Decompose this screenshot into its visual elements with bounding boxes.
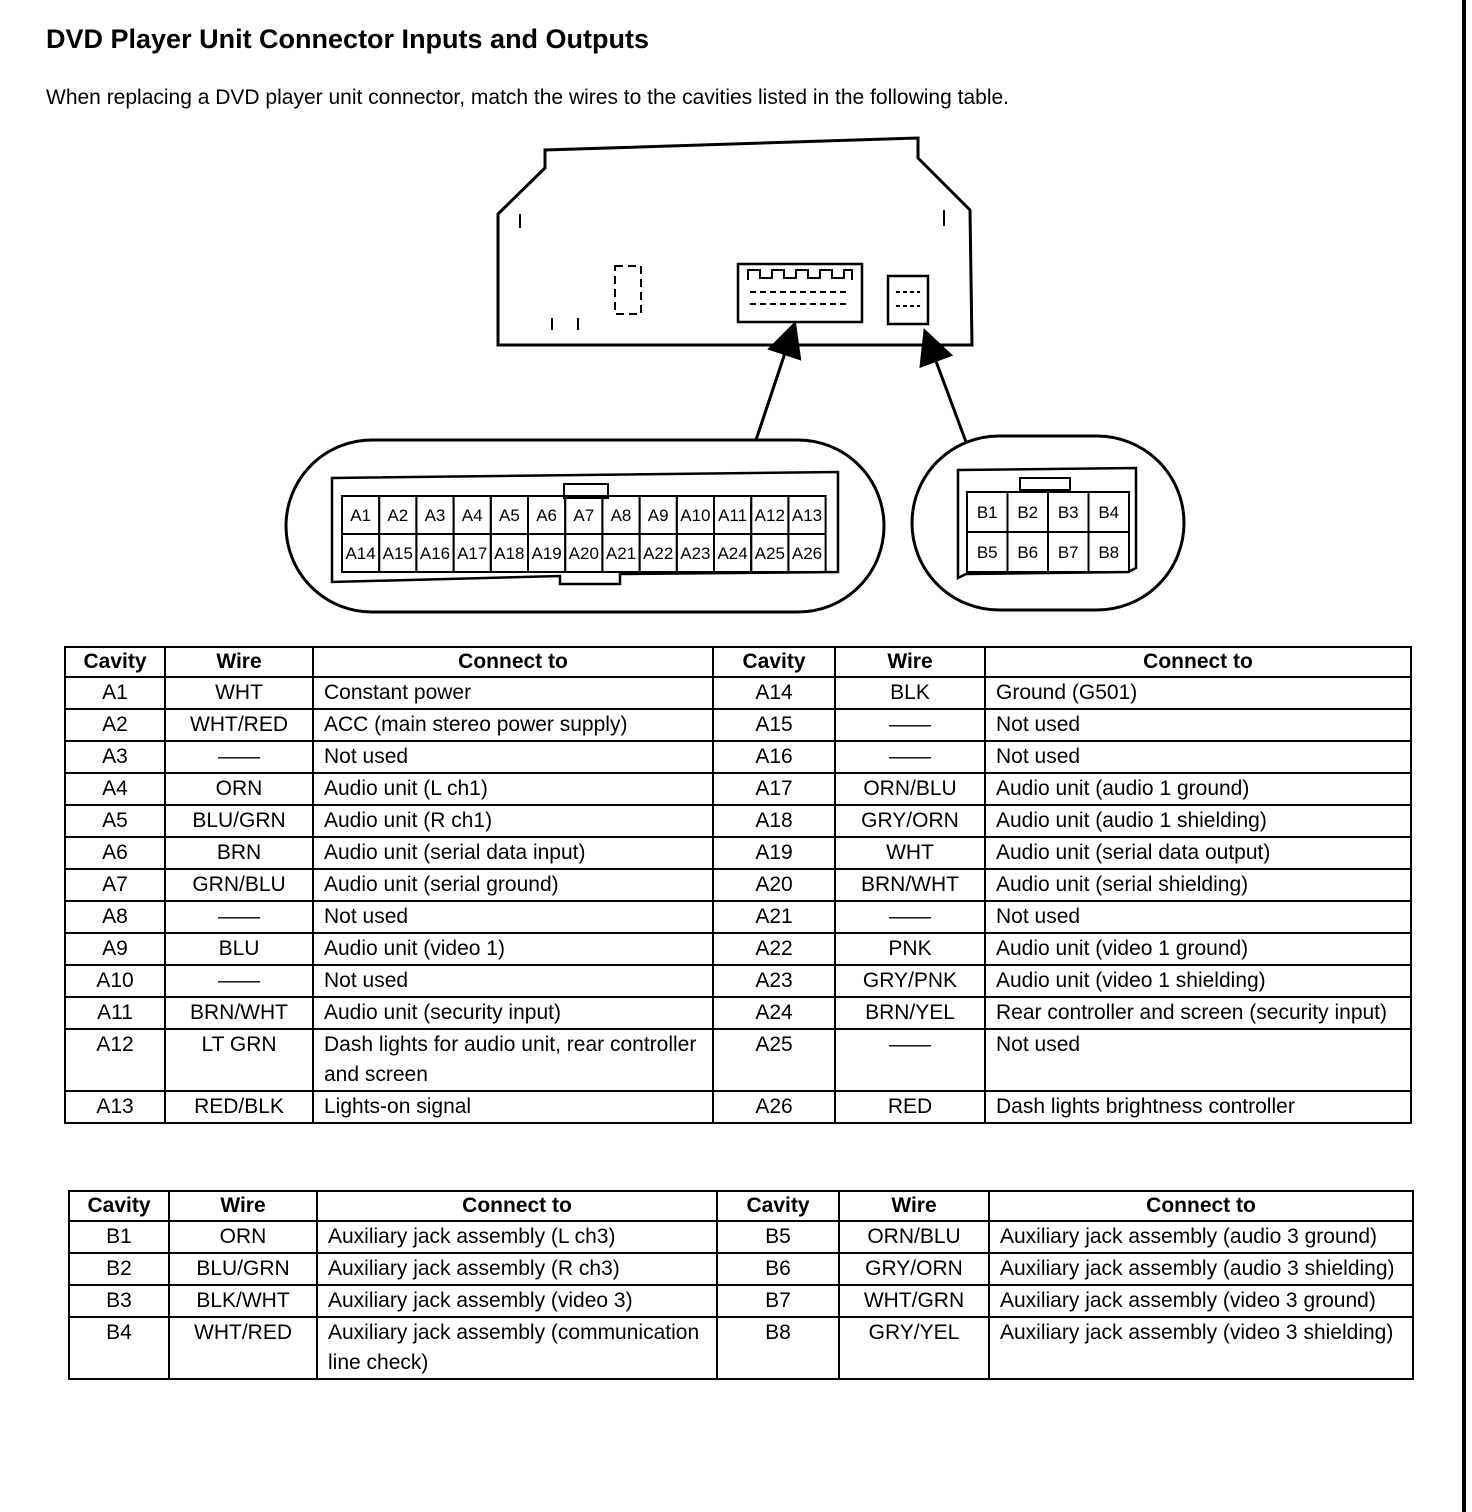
- connector-a-port: [738, 264, 862, 322]
- connector-b-cavities: [967, 492, 1129, 572]
- cavity-label: A2: [387, 506, 409, 526]
- connector-a-callout: [286, 440, 884, 612]
- cavity-cell: B5: [717, 1221, 839, 1253]
- cavity-cell: A13: [65, 1091, 165, 1123]
- cavity-label: A8: [610, 506, 632, 526]
- table-body: [69, 1221, 1413, 1379]
- connect-to-cell: Audio unit (audio 1 shielding): [985, 805, 1411, 837]
- connect-to-cell: Not used: [985, 901, 1411, 933]
- cavity-cell: A21: [713, 901, 835, 933]
- arrow-connector-b: [930, 345, 966, 442]
- cavity-cell: A5: [65, 805, 165, 837]
- connect-to-cell: Auxiliary jack assembly (R ch3): [317, 1253, 717, 1285]
- wire-cell: WHT/RED: [169, 1317, 317, 1379]
- connect-to-cell: Auxiliary jack assembly (audio 3 ground): [989, 1221, 1413, 1253]
- cavity-cell: B2: [69, 1253, 169, 1285]
- cavity-label: A13: [791, 506, 823, 526]
- wire-cell: ——: [835, 901, 985, 933]
- wire-cell: GRY/ORN: [839, 1253, 989, 1285]
- wire-cell: BRN/WHT: [165, 997, 313, 1029]
- header-wire: Wire: [169, 1191, 317, 1221]
- table-row: [65, 741, 1411, 773]
- cavity-cell: A2: [65, 709, 165, 741]
- table-row: [65, 901, 1411, 933]
- wire-cell: ——: [165, 901, 313, 933]
- cavity-label: B3: [1057, 503, 1079, 523]
- connect-to-cell: Auxiliary jack assembly (L ch3): [317, 1221, 717, 1253]
- page-edge-bar: [1462, 0, 1466, 1512]
- connect-to-cell: Not used: [985, 709, 1411, 741]
- connector-diagram: [0, 0, 1472, 640]
- cavity-label: A7: [573, 506, 595, 526]
- cavity-cell: A9: [65, 933, 165, 965]
- header-connect-to: Connect to: [313, 647, 713, 677]
- cavity-label: A4: [461, 506, 483, 526]
- header-connect-to: Connect to: [985, 647, 1411, 677]
- cavity-cell: A1: [65, 677, 165, 709]
- cavity-label: A11: [718, 506, 748, 526]
- cavity-label: A22: [643, 544, 674, 564]
- cavity-cell: A15: [713, 709, 835, 741]
- wire-cell: GRN/BLU: [165, 869, 313, 901]
- wire-cell: ORN/BLU: [839, 1221, 989, 1253]
- connect-to-cell: Auxiliary jack assembly (video 3 shielding): [989, 1317, 1413, 1379]
- connect-to-cell: Audio unit (audio 1 ground): [985, 773, 1411, 805]
- cavity-label: A12: [754, 506, 785, 526]
- table-connector-b: [68, 1190, 1414, 1380]
- connect-to-cell: Not used: [985, 1029, 1411, 1091]
- table-body: [65, 677, 1411, 1123]
- table-row: [65, 933, 1411, 965]
- cavity-label: A5: [499, 506, 520, 526]
- wire-cell: BRN: [165, 837, 313, 869]
- cavity-cell: A14: [713, 677, 835, 709]
- wire-cell: ——: [835, 741, 985, 773]
- wire-cell: RED/BLK: [165, 1091, 313, 1123]
- cavity-label: A24: [717, 544, 748, 564]
- connect-to-cell: Auxiliary jack assembly (video 3 ground): [989, 1285, 1413, 1317]
- header-connect-to: Connect to: [317, 1191, 717, 1221]
- wire-cell: BLU/GRN: [169, 1253, 317, 1285]
- connect-to-cell: Audio unit (L ch1): [313, 773, 713, 805]
- wire-cell: BRN/WHT: [835, 869, 985, 901]
- connect-to-cell: Rear controller and screen (security input): [985, 997, 1411, 1029]
- cavity-cell: B1: [69, 1221, 169, 1253]
- wire-cell: WHT/RED: [165, 709, 313, 741]
- cavity-label: A26: [791, 544, 823, 564]
- connect-to-cell: Auxiliary jack assembly (communication line check): [317, 1317, 717, 1379]
- wire-cell: WHT/GRN: [839, 1285, 989, 1317]
- cavity-cell: A8: [65, 901, 165, 933]
- table-row: [65, 837, 1411, 869]
- cavity-cell: A26: [713, 1091, 835, 1123]
- cavity-label: A17: [457, 544, 488, 564]
- header-cavity: Cavity: [717, 1191, 839, 1221]
- wire-cell: BLK/WHT: [169, 1285, 317, 1317]
- connect-to-cell: Audio unit (R ch1): [313, 805, 713, 837]
- cavity-cell: A7: [65, 869, 165, 901]
- connect-to-cell: Audio unit (video 1): [313, 933, 713, 965]
- cavity-cell: B7: [717, 1285, 839, 1317]
- cavity-cell: A16: [713, 741, 835, 773]
- cavity-label: A10: [680, 506, 711, 526]
- cavity-cell: A3: [65, 741, 165, 773]
- connect-to-cell: Ground (G501): [985, 677, 1411, 709]
- cavity-cell: B3: [69, 1285, 169, 1317]
- wire-cell: ——: [835, 1029, 985, 1091]
- connect-to-cell: Audio unit (serial data input): [313, 837, 713, 869]
- intro-text: When replacing a DVD player unit connector, match the wires to the cavities listed in the following table.: [46, 86, 1009, 109]
- cavity-label: B6: [1017, 543, 1039, 563]
- cavity-cell: A23: [713, 965, 835, 997]
- cavity-label: A3: [424, 506, 446, 526]
- table-header-row: [65, 647, 1411, 677]
- cavity-cell: A10: [65, 965, 165, 997]
- connect-to-cell: Audio unit (security input): [313, 997, 713, 1029]
- wire-cell: GRY/PNK: [835, 965, 985, 997]
- wire-cell: BLU: [165, 933, 313, 965]
- table-header-row: [69, 1191, 1413, 1221]
- table-row: [65, 1029, 1411, 1091]
- connector-a-cavities: [342, 496, 826, 572]
- connect-to-cell: Audio unit (video 1 shielding): [985, 965, 1411, 997]
- header-wire: Wire: [835, 647, 985, 677]
- cavity-cell: A25: [713, 1029, 835, 1091]
- header-cavity: Cavity: [65, 647, 165, 677]
- table-connector-a: [64, 646, 1412, 1124]
- cavity-cell: B8: [717, 1317, 839, 1379]
- arrow-connector-a: [756, 338, 790, 440]
- table-row: [69, 1285, 1413, 1317]
- connect-to-cell: Auxiliary jack assembly (video 3): [317, 1285, 717, 1317]
- cavity-label: A6: [536, 506, 557, 526]
- cavity-label: A16: [419, 544, 451, 564]
- cavity-label: A9: [647, 506, 669, 526]
- cavity-cell: B6: [717, 1253, 839, 1285]
- wire-cell: ——: [835, 709, 985, 741]
- wire-cell: ORN: [165, 773, 313, 805]
- header-cavity: Cavity: [713, 647, 835, 677]
- cavity-cell: A18: [713, 805, 835, 837]
- cavity-cell: A19: [713, 837, 835, 869]
- connect-to-cell: Not used: [313, 965, 713, 997]
- wire-cell: PNK: [835, 933, 985, 965]
- cavity-label: A19: [531, 544, 562, 564]
- wire-cell: GRY/YEL: [839, 1317, 989, 1379]
- cavity-label: B4: [1098, 503, 1120, 523]
- connect-to-cell: Audio unit (serial data output): [985, 837, 1411, 869]
- connector-b-port: [888, 276, 928, 324]
- cavity-label: A15: [382, 544, 413, 564]
- cavity-cell: A6: [65, 837, 165, 869]
- cavity-label: B2: [1017, 503, 1039, 523]
- connect-to-cell: Not used: [313, 901, 713, 933]
- cavity-label: A20: [568, 544, 599, 564]
- table-row: [65, 1091, 1411, 1123]
- table-row: [65, 869, 1411, 901]
- table-row: [69, 1253, 1413, 1285]
- cavity-cell: A11: [65, 997, 165, 1029]
- connect-to-cell: Constant power: [313, 677, 713, 709]
- cavity-label: A1: [350, 506, 371, 526]
- cavity-label: B7: [1057, 543, 1079, 563]
- connect-to-cell: Dash lights for audio unit, rear controller and screen: [313, 1029, 713, 1091]
- table-row: [69, 1221, 1413, 1253]
- cavity-cell: A24: [713, 997, 835, 1029]
- wire-cell: BLU/GRN: [165, 805, 313, 837]
- table-row: [65, 709, 1411, 741]
- cavity-label: A23: [680, 544, 711, 564]
- header-cavity: Cavity: [69, 1191, 169, 1221]
- cavity-cell: A22: [713, 933, 835, 965]
- table-row: [65, 805, 1411, 837]
- cavity-cell: A20: [713, 869, 835, 901]
- connect-to-cell: Audio unit (serial ground): [313, 869, 713, 901]
- cavity-cell: A17: [713, 773, 835, 805]
- table-row: [65, 965, 1411, 997]
- table-row: [65, 997, 1411, 1029]
- cavity-label: B5: [976, 543, 998, 563]
- table-row: [65, 773, 1411, 805]
- wire-cell: WHT: [165, 677, 313, 709]
- wire-cell: WHT: [835, 837, 985, 869]
- table-row: [69, 1317, 1413, 1379]
- wire-cell: ——: [165, 741, 313, 773]
- wire-cell: BLK: [835, 677, 985, 709]
- wire-cell: ORN/BLU: [835, 773, 985, 805]
- header-wire: Wire: [165, 647, 313, 677]
- connect-to-cell: ACC (main stereo power supply): [313, 709, 713, 741]
- cavity-label: A14: [345, 544, 376, 564]
- cavity-cell: A12: [65, 1029, 165, 1091]
- cavity-label: A18: [494, 544, 525, 564]
- wire-cell: GRY/ORN: [835, 805, 985, 837]
- connect-to-cell: Not used: [313, 741, 713, 773]
- connector-a-face: [332, 472, 838, 584]
- cavity-label: B1: [976, 503, 998, 523]
- cavity-label: A25: [754, 544, 785, 564]
- wire-cell: BRN/YEL: [835, 997, 985, 1029]
- dvd-unit-outline: [498, 138, 972, 345]
- wire-cell: ——: [165, 965, 313, 997]
- connect-to-cell: Not used: [985, 741, 1411, 773]
- connect-to-cell: Audio unit (video 1 ground): [985, 933, 1411, 965]
- header-connect-to: Connect to: [989, 1191, 1413, 1221]
- cavity-cell: B4: [69, 1317, 169, 1379]
- connect-to-cell: Lights-on signal: [313, 1091, 713, 1123]
- wire-cell: RED: [835, 1091, 985, 1123]
- cavity-label: A21: [605, 544, 637, 564]
- wire-cell: ORN: [169, 1221, 317, 1253]
- connect-to-cell: Dash lights brightness controller: [985, 1091, 1411, 1123]
- page-title: DVD Player Unit Connector Inputs and Outputs: [46, 24, 650, 54]
- header-wire: Wire: [839, 1191, 989, 1221]
- connect-to-cell: Auxiliary jack assembly (audio 3 shielding): [989, 1253, 1413, 1285]
- cavity-label: B8: [1098, 543, 1120, 563]
- table-row: [65, 677, 1411, 709]
- wire-cell: LT GRN: [165, 1029, 313, 1091]
- cavity-cell: A4: [65, 773, 165, 805]
- connect-to-cell: Audio unit (serial shielding): [985, 869, 1411, 901]
